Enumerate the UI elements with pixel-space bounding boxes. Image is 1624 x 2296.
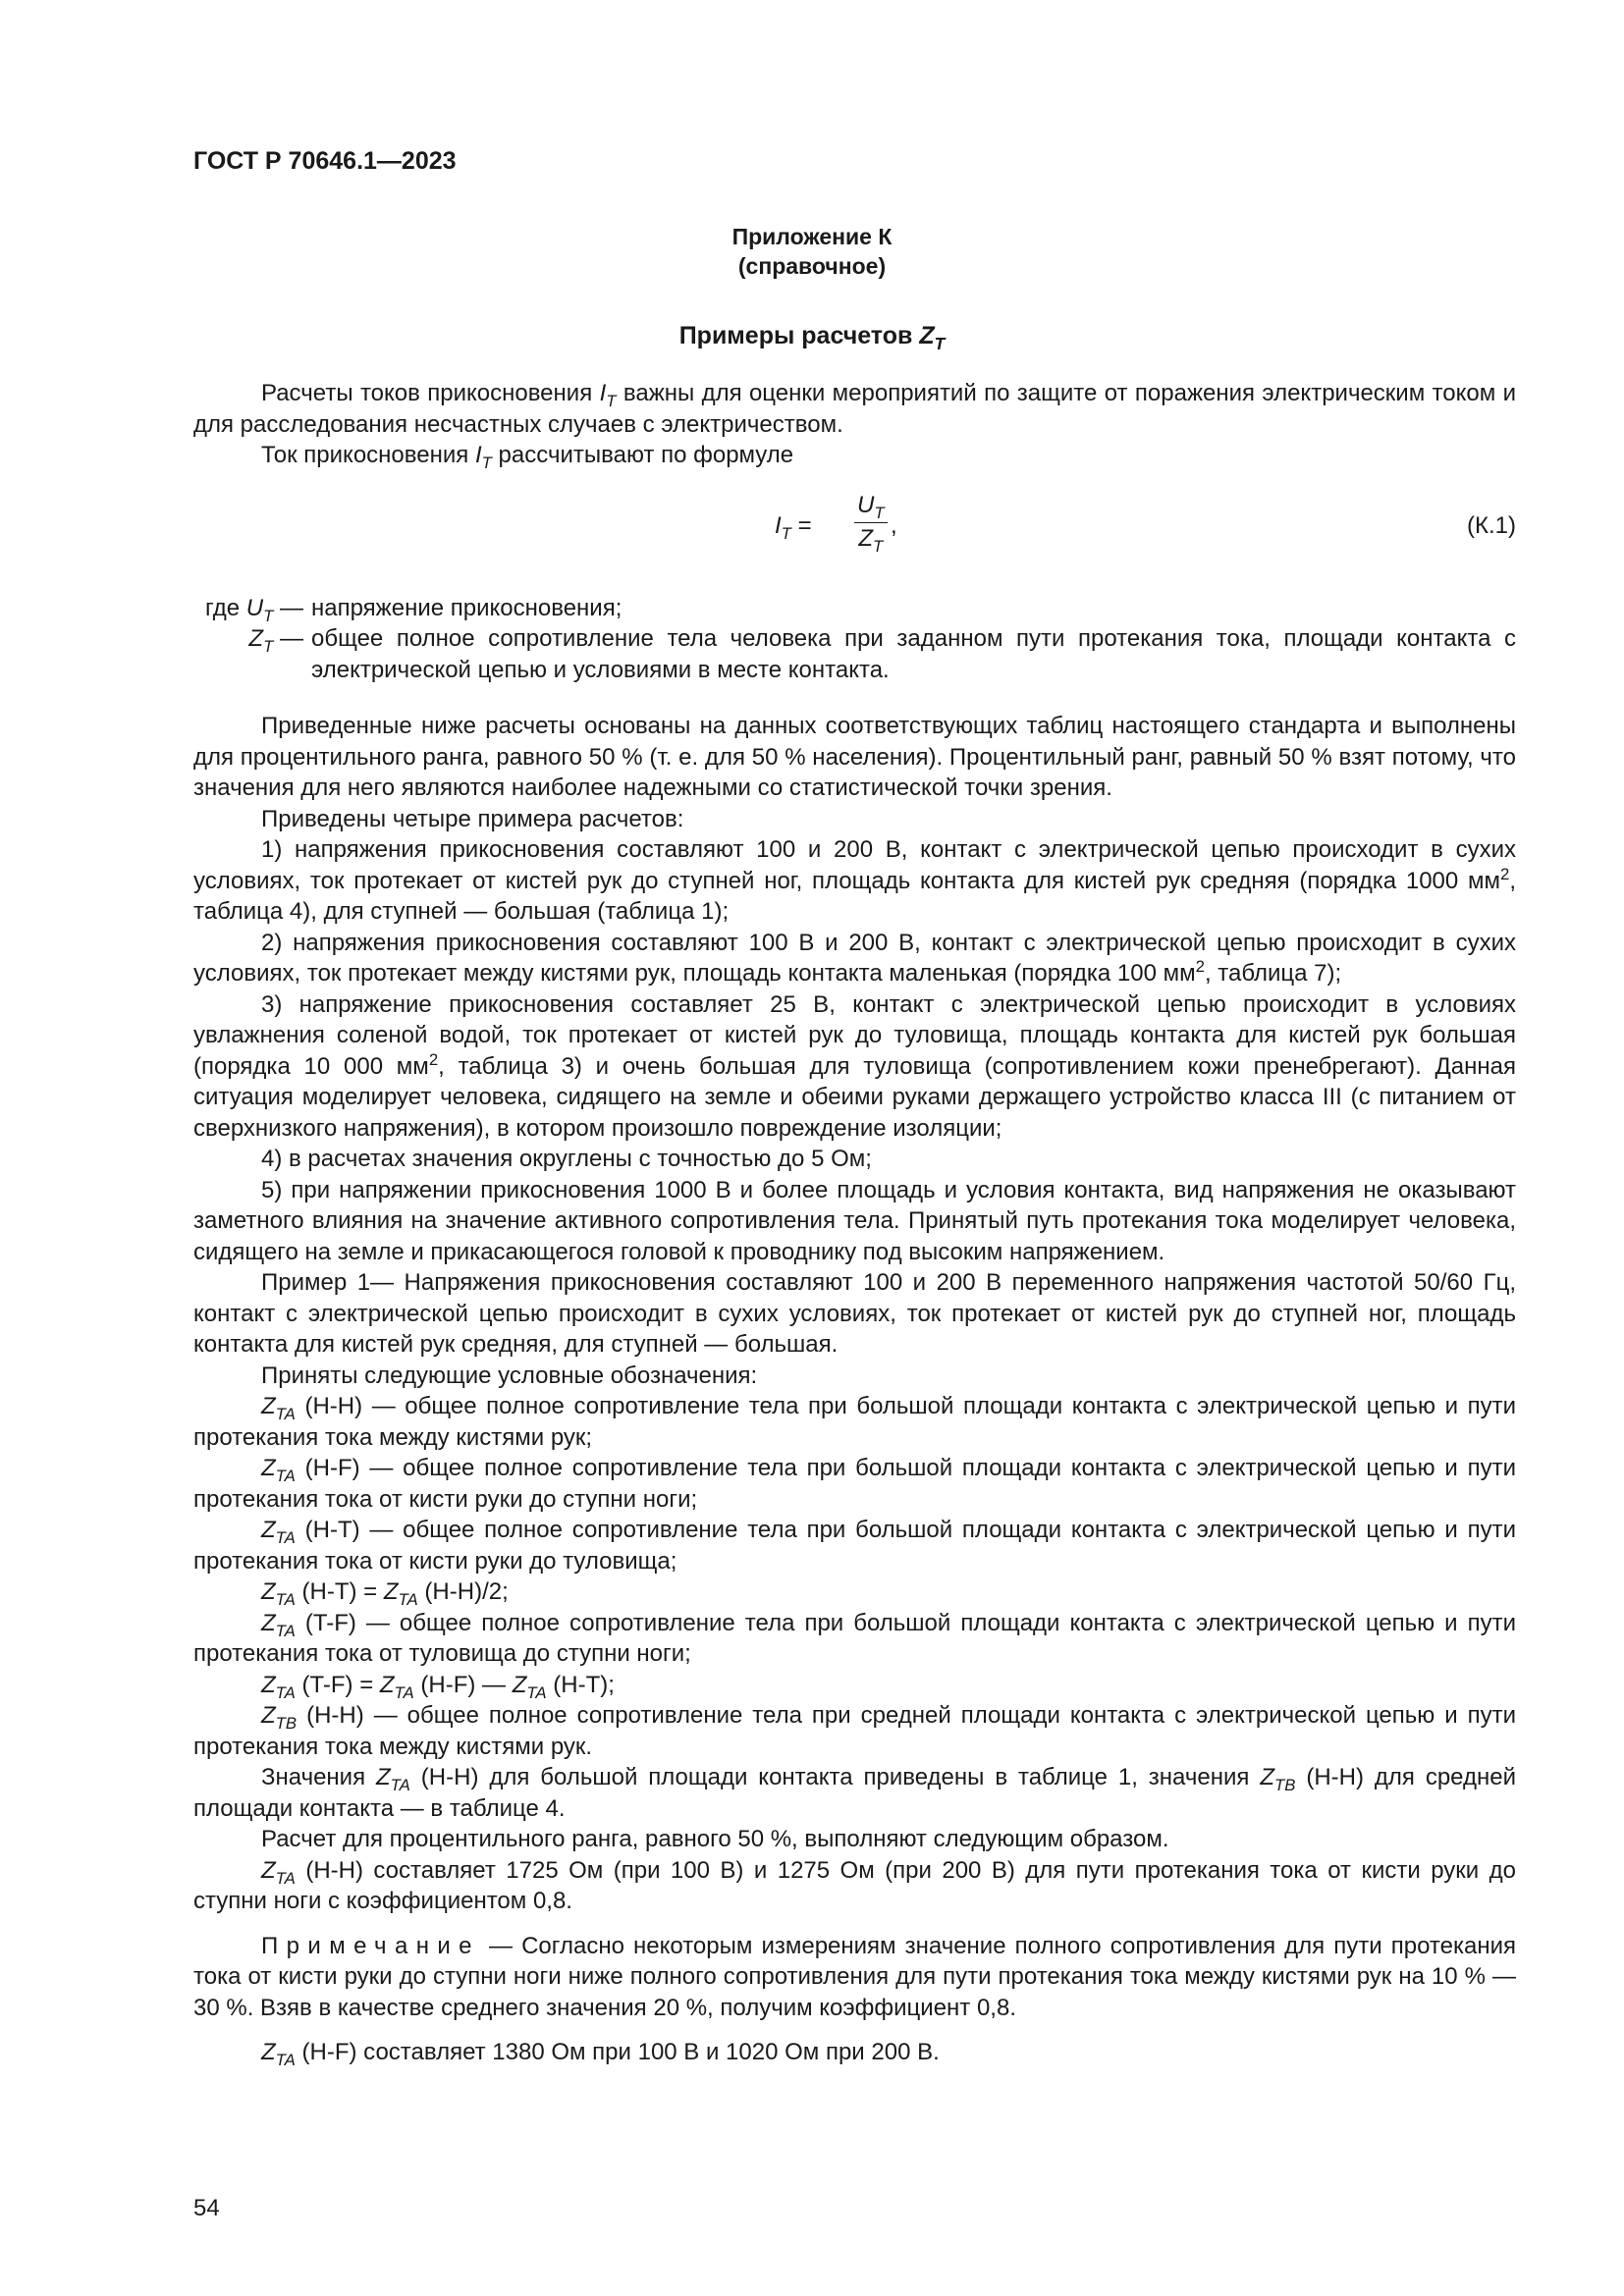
section-title-symbol-sub: T bbox=[934, 334, 946, 354]
formula-number: (К.1) bbox=[1467, 511, 1516, 539]
definition-7: $Z_{TB}$ (H-H) — общее полное сопротивление тела при средней площади контакта с электрической цепью и пути протекания тока между кистями рук. bbox=[193, 1702, 1517, 1760]
document-body bbox=[193, 378, 1516, 2068]
symbols-intro: Приняты следующие условные обозначения: bbox=[261, 1362, 758, 1389]
result-1: $Z_{TA}$ (H-H) составляет 1725 Ом (при 100 В) и 1275 Ом (при 200 В) для пути протекания тока от кисти руки до ступни ноги с коэффициентом 0,8. bbox=[193, 1856, 1516, 1914]
formula-lhs: $I_T$ = bbox=[775, 511, 812, 543]
list-item-3: 3) напряжение прикосновения составляет 25 В, контакт с электрической цепью происходит в условиях увлажнения соленой водой, ток протекает от кистей рук до туловища, площадь контакта для кистей рук большая (порядка 10 000 $мм^2$, таблица 3) и очень большая для туловища (сопротивлением кожи пренебрегают). Данная ситуация моделирует человека, сидящего на земле и обеими руками держащего устройство класса III (с питанием от сверхнизкого напряжения), в котором произошло повреждение изоляции; bbox=[193, 990, 1517, 1142]
calculation-intro: Расчет для процентильного ранга, равного 50 %, выполняют следующим образом. bbox=[261, 1826, 1169, 1852]
formula-k1 bbox=[193, 485, 1516, 575]
list-item-5: 5) при напряжении прикосновения 1000 В и более площадь и условия контакта, вид напряжения не оказывают заметного влияния на значение активного сопротивления тела. Принятый путь протекания тока моделирует человека, сидящего на земле и прикасающегося головой к проводнику под высоким напряжением. bbox=[193, 1176, 1516, 1265]
formula-comma: , bbox=[891, 511, 897, 539]
annex-subtitle: (справочное) bbox=[737, 253, 887, 279]
intro-paragraph-1: Расчеты токов прикосновения $I_T$ важны для оценки мероприятий по защите от поражения электрическим током и для расследования несчастных случаев с электричеством. bbox=[193, 380, 1517, 438]
standard-header: ГОСТ Р 70646.1—2023 bbox=[193, 147, 457, 175]
where-u-key: где $U_T$ — bbox=[205, 594, 303, 625]
definition-1: $Z_{TA}$ (H-H) — общее полное сопротивление тела при большой площади контакта с электрической цепью и пути протекания тока между кистями рук; bbox=[193, 1393, 1516, 1451]
intro-paragraph-2: Ток прикосновения $I_T$ рассчитывают по формуле bbox=[261, 442, 794, 472]
basis-paragraph: Приведенные ниже расчеты основаны на данных соответствующих таблиц настоящего стандарта и выполнены для процентильного ранга, равного 50 % (т. е. для 50 % населения). Процентильный ранг, равный 50 % взят потому, что значения для него являются наиболее надежными со статистической точки зрения. bbox=[193, 713, 1516, 801]
section-title-text: Примеры расчетов bbox=[678, 322, 913, 349]
where-z-desc: общее полное сопротивление тела человека при заданном пути протекания тока, площади контакта с электрической цепью и условиями в месте контакта. bbox=[311, 625, 1516, 683]
example-1-paragraph: Пример 1— Напряжения прикосновения составляют 100 и 200 В переменного напряжения частотой 50/60 Гц, контакт с электрической цепью происходит в сухих условиях, ток протекает от кистей рук до ступней ног, площадь контакта для кистей рук средняя, для ступней — большая. bbox=[193, 1269, 1516, 1358]
values-paragraph: Значения $Z_{TA}$ (H-H) для большой площади контакта приведены в таблице 1, значения $Z_{TB}$ (H-H) для средней площади контакта — в таблице 4. bbox=[193, 1764, 1517, 1822]
annex-title: Приложение К bbox=[731, 224, 893, 249]
list-item-2: 2) напряжения прикосновения составляют 100 В и 200 В, контакт с электрической цепью происходит в сухих условиях, ток протекает между кистями рук, площадь контакта маленькая (порядка 100 $мм^2$, таблица 7); bbox=[193, 929, 1516, 987]
list-item-4: 4) в расчетах значения округлены с точностью до 5 Ом; bbox=[261, 1146, 872, 1172]
definition-5: $Z_{TA}$ (T-F) — общее полное сопротивление тела при большой площади контакта с электрической цепью и пути протекания тока от туловища до ступни ноги; bbox=[193, 1609, 1516, 1667]
definition-6: $Z_{TA}$ $(T-F) = Z_{TA}$ (H-F) — $Z_{TA}$ (H-T); bbox=[261, 1671, 615, 1702]
page-number: 54 bbox=[193, 2195, 220, 2221]
definition-3: $Z_{TA}$ (H-T) — общее полное сопротивление тела при большой площади контакта с электрической цепью и пути протекания тока от кисти руки до туловища; bbox=[193, 1517, 1516, 1575]
section-title bbox=[0, 322, 1624, 354]
where-u-desc: напряжение прикосновения; bbox=[311, 594, 623, 621]
note-paragraph: Примечание — Согласно некоторым измерениям значение полного сопротивления для пути протекания тока от кисти руки до ступни ноги ниже полного сопротивления для пути протекания тока между кистями рук на 10 % — 30 %. Взяв в качестве среднего значения 20 %, получим коэффициент 0,8. bbox=[193, 1932, 1516, 2021]
formula-numerator: $U_T$ bbox=[854, 491, 888, 523]
note-label: Примечание bbox=[261, 1932, 480, 1959]
formula-denominator: $Z_T$ bbox=[858, 524, 884, 556]
definition-2: $Z_{TA}$ (H-F) — общее полное сопротивление тела при большой площади контакта с электрической цепью и пути протекания тока от кисти руки до ступни ноги; bbox=[193, 1455, 1516, 1513]
examples-intro: Приведены четыре примера расчетов: bbox=[261, 805, 684, 832]
definition-4: $Z_{TA}$ $(H-T) = Z_{TA}$ (H-H)/2; bbox=[261, 1578, 509, 1609]
list-item-1: 1) напряжения прикосновения составляют 100 и 200 В, контакт с электрической цепью происходит в сухих условиях, ток протекает от кистей рук до ступней ног, площадь контакта для кистей рук средняя (порядка 1000 $мм^2$, таблица 4), для ступней — большая (таблица 1); bbox=[193, 836, 1516, 925]
result-2: $Z_{TA}$ (H-F) составляет 1380 Ом при 100 В и 1020 Ом при 200 В. bbox=[261, 2039, 940, 2069]
formula-fraction bbox=[854, 491, 888, 555]
formula-where-list bbox=[193, 593, 1516, 686]
section-title-symbol: Z bbox=[919, 322, 935, 349]
where-z-key: $Z_T$ — bbox=[248, 625, 303, 656]
